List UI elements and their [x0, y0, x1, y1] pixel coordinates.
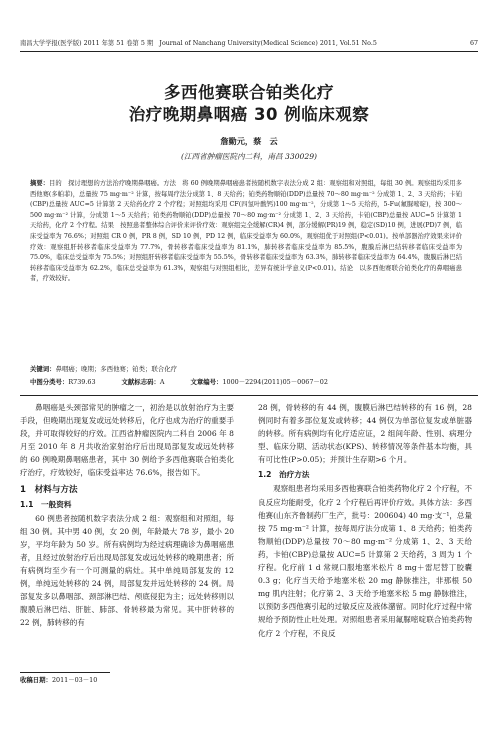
treatment-paragraph: 观察组患者均采用多西他赛联合铂类药物化疗 2 个疗程，不良反应均能耐受，化疗 2 个疗程后再评价疗效。具体方法：多西他赛(山东齐鲁制药厂生产，批号：200604) 40 mg·支⁻¹，总量按 75 mg·m⁻² 计算，按每周疗法分成第 1、8 天给药；铂类药物顺铂(DDP)总量按 70～80 mg·m⁻² 分成第 1、2、3 天给药，卡铂(CBP)总量按 AUC=5 计算第 2 天给药，3 周为 1 个疗程。化疗前 1 d 常规口服地塞米松片 8 mg＋雷尼替丁胶囊 0.3 g；化疗当天给予地塞米松 20 mg 静脉推注，非那根 50 mg 肌内注射；化疗第 2、3 天给予地塞米松 5 mg 静脉推注，以预防多西他赛引起的过敏反应及液体潴留。同时化疗过程中常规给予预防性止吐处理。对照组患者采用氟脲嘧啶联合铂类药物化疗 2 个疗程，不良反 [258, 484, 472, 638]
clc-value: R739.63 [68, 378, 96, 386]
doc-code-label: 文献标志码： [121, 378, 160, 386]
general-data-paragraph: 60 例患者按随机数字表法分成 2 组：观察组和对照组，每组 30 例。其中男 40 例，女 20 例，年龄最大 78 岁，最小 20 岁，平均年龄为 50 岁。所有病例均为经过病理确诊为鼻咽癌患者，且经过放射治疗后出现局部复发或远处转移的晚期患者；所有病例均至少有一个可测量的病灶。其中单纯局部复发的 12 例，单纯远处转移的 24 例，局部复发并远处转移的 24 例。局部复发多以鼻咽部、颈部淋巴结、颅底侵犯为主；远处转移则以腹膜后淋巴结、肝脏、肺部、骨转移最为常见。其中肝转移的 22 例，肺转移的有 [20, 513, 234, 628]
journal-citation: 南昌大学学报(医学版) 2011 年第 51 卷第 5 期 Journal of Nanchang University(Medical Science) 2011, Vol.51 No.5 [20, 40, 377, 47]
keywords-label: 关键词： [30, 365, 56, 373]
subsection-heading-treatment: 1.2 治疗方法 [258, 470, 310, 480]
article-number [191, 378, 328, 387]
title-line-1: 多西他赛联合铂类化疗 [164, 83, 334, 102]
author-list: 詹勤元，蔡 云 [220, 136, 278, 146]
doc-code-value: A [159, 378, 165, 386]
document-code [122, 378, 165, 387]
abstract-text: 目的 探讨理想的方法治疗晚期鼻咽癌。方法 将 60 例晚期鼻咽癌患者按随机数字表法分成 2 组：观察组和对照组，每组 30 例。观察组均采用多西他赛(多帕菲)，总量按 75 mg·m⁻² 计算，按每周疗法分成第 1、8 天给药；铂类药物顺铂(DDP)总量按 70～80 mg·m⁻² 分成第 1、2、3 天给药；卡铂(CBP)总量按 AUC=5 计算第 2 天给药化疗 2 个疗程；对照组均采用 CF(四氢叶酸钙)100 mg·m⁻²，分成第 1～5 天给药，5-Fu(氟脲嘧啶)，按 300～500 mg·m⁻² 计算，分成第 1～5 天给药；铂类药物顺铂(DDP)总量按 70～80 mg·m⁻² 分成第 1、2、3 天给药，卡铂(CBP)总量按 AUC=5 计算第 1 天给药，化疗 2 个疗程。结果 按照患者整体综合评价来评价疗效：观察组完全缓解(CR)4 例，部分缓解(PR)19 例，稳定(SD)10 例，进展(PD)7 例，临床受益率为 76.6%；对照组 CR 0 例，PR 8 例，SD 10 例，PD 12 例，临床受益率为 60.0%，观察组优于对照组(P<0.01)。按单部器治疗效果来评价疗效：观察组肝转移者临床受益率为 77.7%，骨转移者临床受益率为 81.1%，肺转移者临床受益率为 85.5%，腹膜后淋巴结转移者临床受益率为 75.0%，临床总受益率为 75.5%；对照组肝转移者临床受益率为 55.5%，骨转移者临床受益率为 63.3%，肺转移者临床受益率为 64.4%，腹膜后淋巴结转移者临床受益率为 62.2%，临床总受益率为 61.3%，观察组与对照组相比，差异有统计学意义(P<0.01)。结论 以多西他赛联合铂类化疗的鼻咽癌患者，疗效较好。 [30, 180, 463, 283]
clc-number [30, 378, 96, 387]
intro-paragraph: 鼻咽癌是头颈部常见的肿瘤之一，初治是以放射治疗为主要手段，但晚期出现复发或远处转移后，化疗也成为治疗的重要手段，并可取得较好的疗效。江西省肿瘤医院内二科自 2006 年 8 月至 2010 年 8 月共收治家射治疗后出现局部复发或远处转移的 60 例晚期鼻咽癌患者，其中 30 例给予多西他赛联合铂类化疗治疗，疗效较好，临床受益率达 76.6%，报告如下。 [20, 403, 234, 478]
keywords-text: 鼻咽癌；晚期；多西他赛；铂类；联合化疗 [55, 365, 177, 373]
received-date-label: 收稿日期： [20, 676, 52, 684]
received-date-value: 2011－03－10 [51, 676, 98, 684]
keywords [30, 365, 462, 374]
footnote-divider [20, 672, 110, 673]
affiliation: (江西省肿瘤医院内二科，南昌 330029) [180, 152, 318, 161]
article-title [0, 82, 498, 126]
clc-label: 中图分类号： [30, 378, 69, 386]
subsection-heading-general-data: 1.1 一般资料 [20, 499, 72, 509]
article-number-label: 文章编号： [190, 378, 223, 386]
running-header [20, 40, 478, 52]
title-line-2: 治疗晚期鼻咽癌 30 例临床观察 [128, 105, 370, 124]
received-date-footnote [20, 676, 97, 685]
abstract-label: 摘要： [30, 180, 50, 187]
page-number: 67 [469, 40, 478, 47]
abstract [30, 179, 462, 285]
article-number-value: 1000－2294(2011)05－0067－02 [222, 378, 328, 386]
body-column-right [258, 401, 472, 640]
section-divider [20, 395, 478, 396]
section-heading-materials-methods: 1 材料与方法 [20, 484, 78, 495]
classification-line [30, 378, 462, 387]
body-column-left [20, 401, 234, 629]
general-data-continued-paragraph: 28 例，骨转移的有 44 例，腹膜后淋巴结转移的有 16 例，28 例同时有着多部位复发或转移；44 例仅为单部位复发或单脏器的转移。所有病例均有化疗适应证，2 组间年龄、性别、病理分型、临床分期、活动状态(KPS)、转移情况等条件基本均衡，具有可比性(P>0.05)；并预计生存期>6 个月。 [258, 403, 472, 465]
